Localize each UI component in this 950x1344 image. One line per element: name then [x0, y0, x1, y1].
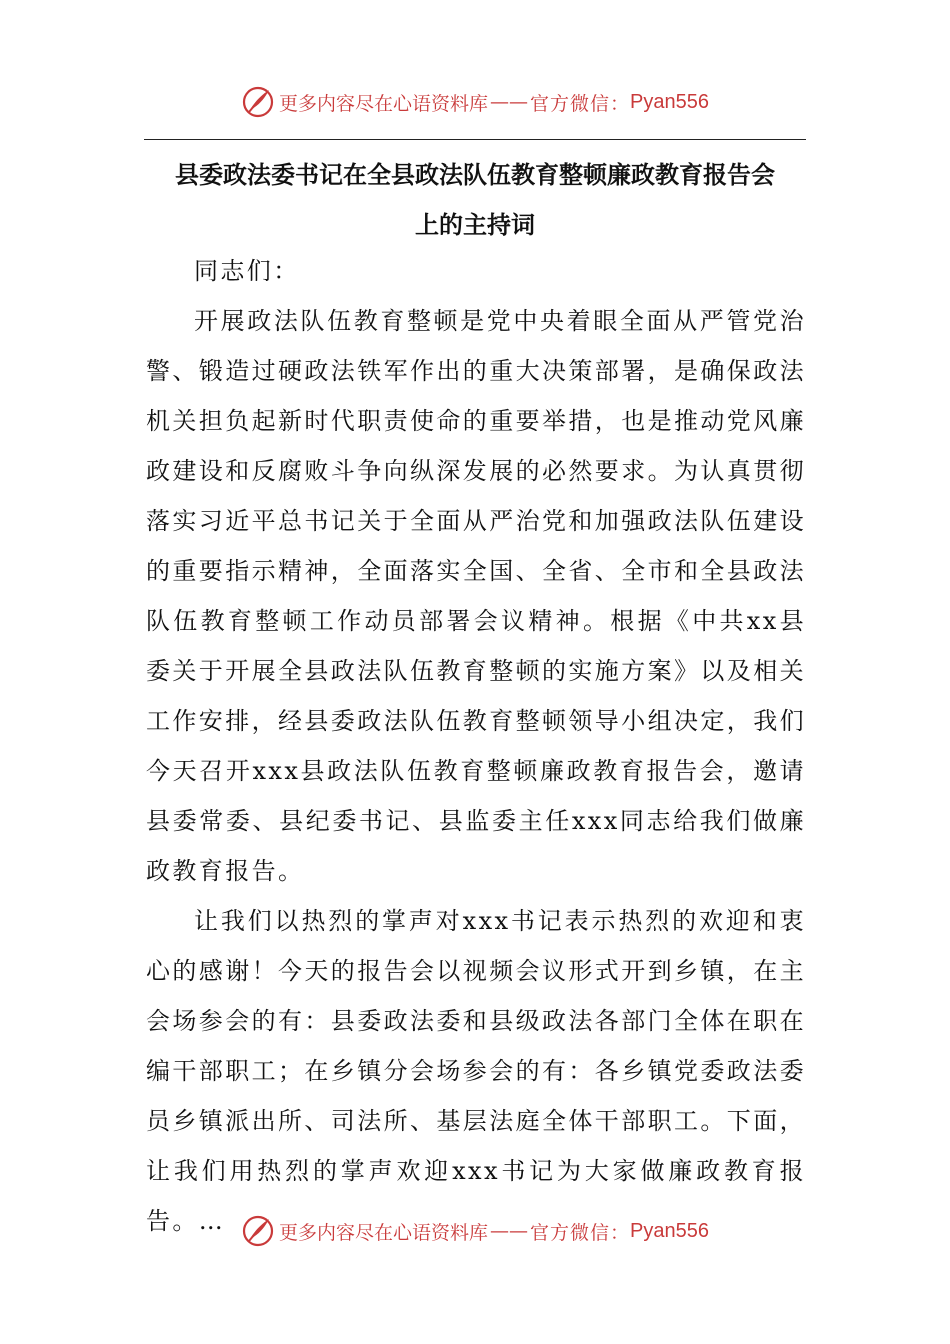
salutation: 同志们： [194, 257, 300, 285]
header-banner [0, 82, 950, 122]
title-line-1: 县委政法委书记在全县政法队伍教育整顿廉政教育报告会 [175, 161, 775, 189]
banner-separator: —— [490, 91, 529, 113]
banner-text: 更多内容尽在心语资料库 [279, 1221, 489, 1244]
banner-wechat-label: 官方微信： [530, 1221, 631, 1244]
body-paragraph-1: 开展政法队伍教育整顿是党中央着眼全面从严管党治警、锻造过硬政法铁军作出的重大决策部署，是确保政法机关担负起新时代职责使命的重要举措，也是推动党风廉政建设和反腐败斗争向纵深发展的必然要求。为认真贯彻落实习近平总书记关于全面从严治党和加强政法队伍建设的重要指示精神，全面落实全国、全省、全市和全县政法队伍教育整顿工作动员部署会议精神。根据《中共xx县委关于开展全县政法队伍教育整顿的实施方案》以及相关工作安排，经县委政法队伍教育整顿领导小组决定，我们今天召开xxx县政法队伍教育整顿廉政教育报告会，邀请县委常委、县纪委书记、县监委主任xxx同志给我们做廉政教育报告。 [146, 307, 806, 885]
body-paragraph-2: 让我们以热烈的掌声对xxx书记表示热烈的欢迎和衷心的感谢！今天的报告会以视频会议形式开到乡镇，在主会场参会的有：县委政法委和县级政法各部门全体在职在编干部职工；在乡镇分会场参会的有：各乡镇党委政法委员乡镇派出所、司法所、基层法庭全体干部职工。下面，让我们用热烈的掌声欢迎xxx书记为大家做廉政教育报告。… [146, 907, 806, 1235]
banner-text: 更多内容尽在心语资料库 [279, 92, 489, 115]
title-line-2: 上的主持词 [415, 211, 535, 239]
banner-account: Pyan556 [630, 1219, 709, 1242]
footer-banner [0, 1211, 950, 1251]
document-title [144, 150, 806, 250]
quill-logo-icon [241, 85, 275, 119]
document-body [146, 246, 806, 1246]
quill-logo-icon [241, 1214, 275, 1248]
header-divider [144, 139, 806, 140]
banner-separator: —— [490, 1220, 529, 1242]
banner-account: Pyan556 [630, 90, 709, 113]
banner-wechat-label: 官方微信： [530, 92, 631, 115]
